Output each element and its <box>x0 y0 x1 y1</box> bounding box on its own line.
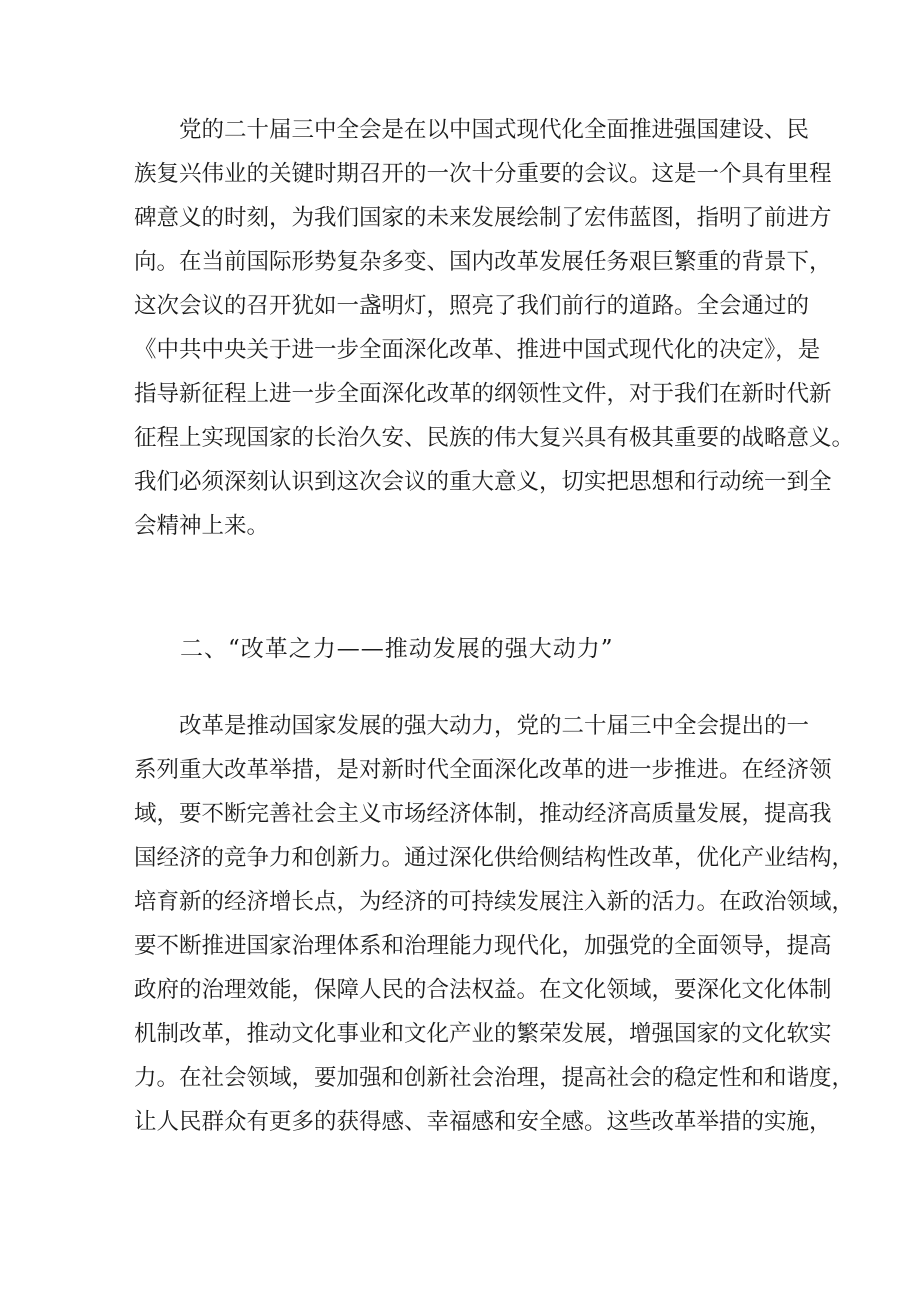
paragraph-line: 会精神上来。 <box>134 513 270 539</box>
paragraph-line: 让人民群众有更多的获得感、幸福感和安全感。这些改革举措的实施， <box>134 1109 832 1135</box>
paragraph-line: 国经济的竞争力和创新力。通过深化供给侧结构性改革，优化产业结构， <box>134 845 855 871</box>
paragraph-line: 政府的治理效能，保障人民的合法权益。在文化领域，要深化文化体制 <box>134 977 832 1003</box>
paragraph-line: 族复兴伟业的关键时期召开的一次十分重要的会议。这是一个具有里程 <box>134 161 832 187</box>
paragraph-line: 机制改革，推动文化事业和文化产业的繁荣发展，增强国家的文化软实 <box>134 1021 832 1047</box>
paragraph-line: 这次会议的召开犹如一盏明灯，照亮了我们前行的道路。全会通过的 <box>134 293 810 319</box>
paragraph-line: 我们必须深刻认识到这次会议的重大意义，切实把思想和行动统一到全 <box>134 469 832 495</box>
paragraph-line: 要不断推进国家治理体系和治理能力现代化，加强党的全面领导，提高 <box>134 933 832 959</box>
section-heading: 二、“改革之力——推动发展的强大动力” <box>180 636 614 662</box>
paragraph-line: 征程上实现国家的长治久安、民族的伟大复兴具有极其重要的战略意义。 <box>134 425 855 451</box>
paragraph-line: 指导新征程上进一步全面深化改革的纲领性文件，对于我们在新时代新 <box>134 381 832 407</box>
paragraph-line: 向。在当前国际形势复杂多变、国内改革发展任务艰巨繁重的背景下， <box>134 249 832 275</box>
paragraph-line: 碑意义的时刻，为我们国家的未来发展绘制了宏伟蓝图，指明了前进方 <box>134 205 832 231</box>
body-paragraph-1 <box>134 108 855 548</box>
paragraph-line: 培育新的经济增长点，为经济的可持续发展注入新的活力。在政治领域， <box>134 889 855 915</box>
paragraph-line: 域，要不断完善社会主义市场经济体制，推动经济高质量发展，提高我 <box>134 801 832 827</box>
paragraph-line: 党的二十届三中全会是在以中国式现代化全面推进强国建设、民 <box>179 117 810 143</box>
paragraph-line: 《中共中央关于进一步全面深化改革、推进中国式现代化的决定》，是 <box>134 337 821 363</box>
paragraph-line: 系列重大改革举措，是对新时代全面深化改革的进一步推进。在经济领 <box>134 757 832 783</box>
body-paragraph-2 <box>134 704 855 1144</box>
paragraph-line: 力。在社会领域，要加强和创新社会治理，提高社会的稳定性和和谐度， <box>134 1065 855 1091</box>
paragraph-line: 改革是推动国家发展的强大动力，党的二十届三中全会提出的一 <box>179 713 810 739</box>
